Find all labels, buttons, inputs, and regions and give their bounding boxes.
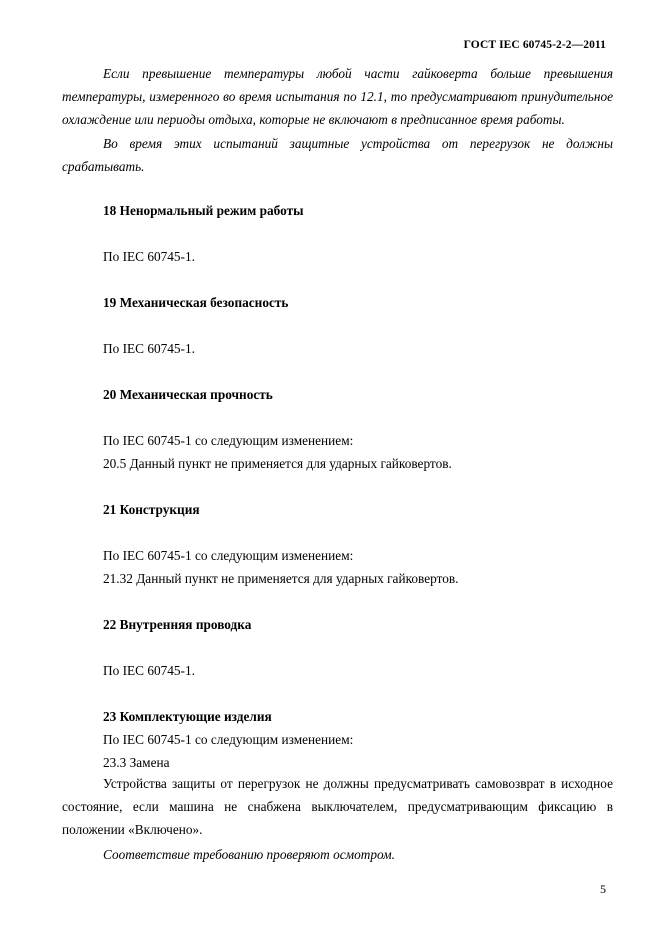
section-22-title: 22 Внутренняя проводка (103, 617, 252, 632)
section-18-title: 18 Ненормальный режим работы (103, 203, 304, 218)
intro-paragraph-overheat: Если превышение температуры любой части гайковерта больше превышения температуры, измеренного во время испытания по 12.1, то предусматривают принудительное охлаждение или периоды отдыха, которые не включают в предписанное время работы. (62, 66, 613, 127)
section-23-text: По IEC 60745-1 со следующим изменением: (103, 732, 354, 747)
intro-paragraph-overload: Во время этих испытаний защитные устройства от перегрузок не должны срабатывать. (62, 136, 613, 174)
section-20-5-text: 20.5 Данный пункт не применяется для ударных гайковертов. (103, 456, 452, 471)
section-20-title: 20 Механическая прочность (103, 387, 273, 402)
section-19-title: 19 Механическая безопасность (103, 295, 289, 310)
section-23-3-check: Соответствие требованию проверяют осмотром. (103, 847, 395, 862)
section-18-text: По IEC 60745-1. (103, 249, 195, 264)
section-20-text: По IEC 60745-1 со следующим изменением: (103, 433, 354, 448)
section-19-text: По IEC 60745-1. (103, 341, 195, 356)
section-21-title: 21 Конструкция (103, 502, 200, 517)
section-22-text: По IEC 60745-1. (103, 663, 195, 678)
document-code: ГОСТ IEC 60745-2-2—2011 (463, 39, 606, 51)
page-number: 5 (600, 882, 606, 896)
section-21-text: По IEC 60745-1 со следующим изменением: (103, 548, 354, 563)
section-21-32-text: 21.32 Данный пункт не применяется для ударных гайковертов. (103, 571, 459, 586)
section-23-3-body: Устройства защиты от перегрузок не должны предусматривать самовозврат в исходное состояние, если машина не снабжена выключателем, предусматривающим фиксацию в положении «Включено». (62, 776, 613, 837)
section-23-3-title: 23.3 Замена (103, 755, 170, 770)
section-23-title: 23 Комплектующие изделия (103, 709, 272, 724)
